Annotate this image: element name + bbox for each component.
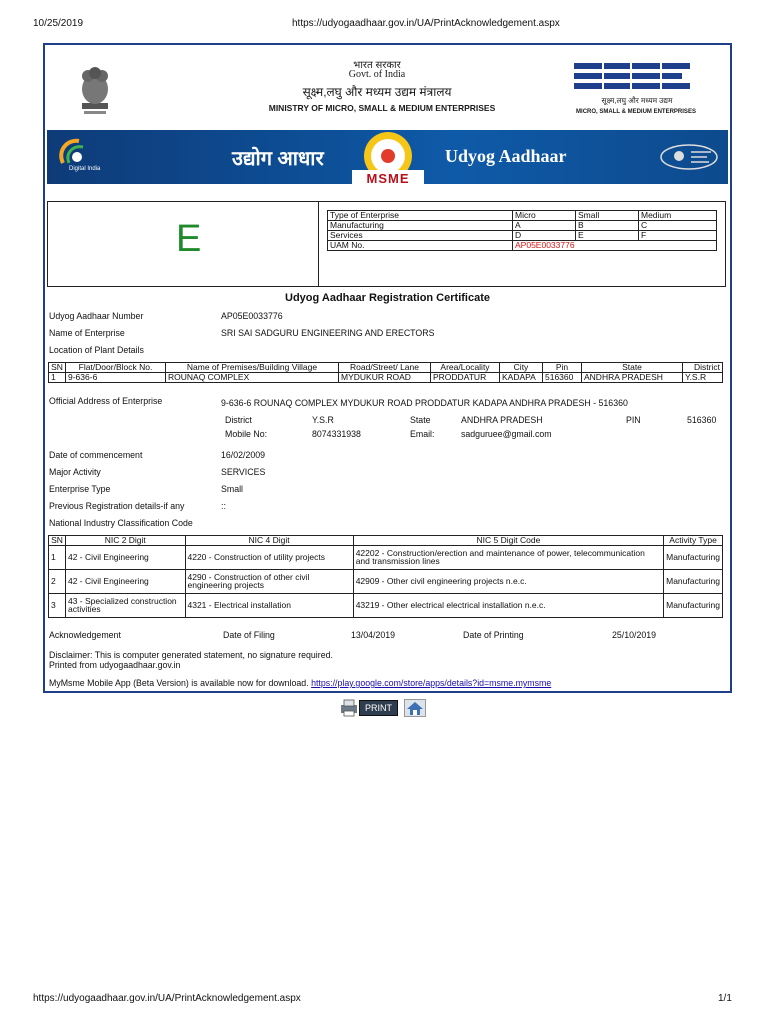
enterprise-type-value: Small [221, 484, 243, 494]
category-cell: Services [328, 230, 513, 240]
plant-cell: 1 [49, 372, 66, 382]
hindi-ministry-text: सूक्ष्म,लघु और मध्यम उद्यम मंत्रालय [302, 85, 452, 99]
mobile-label: Mobile No: [225, 429, 268, 439]
category-grade: E [176, 218, 202, 260]
commencement-label: Date of commencement [49, 450, 143, 460]
nic-cell: 42 - Civil Engineering [65, 545, 185, 569]
print-button-label: PRINT [359, 700, 398, 716]
plant-cell: MYDUKUR ROAD [339, 372, 431, 382]
udyog-english-title: Udyog Aadhaar [445, 146, 567, 166]
filing-date-value: 13/04/2019 [351, 630, 396, 640]
category-cell: C [639, 220, 717, 230]
plant-header-cell: SN [49, 363, 66, 373]
enterprise-category-box [47, 201, 726, 287]
plant-header-cell: Flat/Door/Block No. [66, 363, 166, 373]
nic-row [49, 593, 723, 617]
pin-value: 516360 [687, 415, 717, 425]
uam-label: UAM No. [328, 240, 513, 250]
hindi-gov-text: भारत सरकार [353, 60, 401, 71]
nic-row [49, 569, 723, 593]
nic-cell: 43 - Specialized construction activities [65, 593, 185, 617]
plant-header-cell: Name of Premises/Building Village [166, 363, 339, 373]
nic-cell: Manufacturing [664, 593, 723, 617]
msme-logo-hindi: सूक्ष्म,लघु और मध्यम उद्यम [601, 96, 673, 105]
state-label: State [410, 415, 431, 425]
nic-label: National Industry Classification Code [49, 518, 193, 528]
plant-header-cell: City [500, 363, 543, 373]
home-button[interactable] [404, 699, 426, 717]
digital-india-text: Digital India [69, 166, 101, 172]
national-emblem-icon [74, 59, 116, 119]
app-availability-text [49, 678, 551, 688]
plant-cell: KADAPA [500, 372, 543, 382]
udyog-hindi-title: उद्योग आधार [232, 148, 324, 170]
msme-logo-subtitle: MICRO, SMALL & MEDIUM ENTERPRISES [576, 109, 696, 115]
nic-cell: 42202 - Construction/erection and maintenance of power, telecommunication and transmission lines [353, 545, 663, 569]
district-label: District [225, 415, 252, 425]
category-cell: A [513, 220, 576, 230]
app-download-link[interactable]: https://play.google.com/store/apps/details?id=msme.mymsme [311, 678, 552, 688]
plant-header-cell: Pin [543, 363, 582, 373]
plant-cell: ROUNAQ COMPLEX [166, 372, 339, 382]
app-text: MyMsme Mobile App (Beta Version) is available now for download. [49, 678, 309, 688]
print-url-top: https://udyogaadhaar.gov.in/UA/PrintAcknowledgement.aspx [292, 18, 560, 29]
acknowledgement-label: Acknowledgement [49, 630, 121, 640]
plant-header-cell: State [582, 363, 683, 373]
gov-of-india-text: Govt. of India [348, 69, 406, 80]
pin-label: PIN [626, 415, 641, 425]
nic-header-cell: NIC 2 Digit [65, 536, 185, 546]
nic-header-cell: SN [49, 536, 66, 546]
certificate-title: Udyog Aadhaar Registration Certificate [285, 292, 490, 304]
previous-registration-value: :: [221, 501, 226, 511]
plant-cell: Y.S.R [683, 372, 723, 382]
category-row [328, 220, 717, 230]
category-divider [318, 202, 319, 286]
make-in-india-logo-icon [657, 142, 721, 172]
category-row [328, 230, 717, 240]
uan-value: AP05E0033776 [221, 311, 283, 321]
plant-header-cell: Road/Street/ Lane [339, 363, 431, 373]
category-cell: D [513, 230, 576, 240]
nic-cell: 3 [49, 593, 66, 617]
nic-cell: 1 [49, 545, 66, 569]
nic-cell: 4220 - Construction of utility projects [185, 545, 353, 569]
major-activity-label: Major Activity [49, 467, 101, 477]
print-url-bottom: https://udyogaadhaar.gov.in/UA/PrintAcknowledgement.aspx [33, 993, 301, 1004]
uam-value: AP05E0033776 [513, 240, 717, 250]
email-label: Email: [410, 429, 435, 439]
print-button[interactable] [339, 699, 399, 717]
page-count: 1/1 [718, 993, 732, 1004]
official-address-value: 9-636-6 ROUNAQ COMPLEX MYDUKUR ROAD PRODDATUR KADAPA ANDHRA PRADESH - 516360 [221, 398, 628, 408]
nic-cell: 2 [49, 569, 66, 593]
disclaimer-line-2: Printed from udyogaadhaar.gov.in [49, 660, 181, 670]
major-activity-value: SERVICES [221, 467, 266, 477]
print-date: 10/25/2019 [33, 18, 84, 29]
category-cell: F [639, 230, 717, 240]
nic-table [48, 535, 723, 618]
category-table [327, 210, 717, 251]
category-cell: B [576, 220, 639, 230]
msme-logo-icon [574, 61, 692, 93]
nic-cell: 42 - Civil Engineering [65, 569, 185, 593]
previous-registration-label: Previous Registration details-if any [49, 501, 185, 511]
category-cell: E [576, 230, 639, 240]
nic-cell: Manufacturing [664, 545, 723, 569]
category-cell: Manufacturing [328, 220, 513, 230]
uam-row [328, 240, 717, 250]
commencement-value: 16/02/2009 [221, 450, 266, 460]
udyog-aadhaar-banner [47, 130, 728, 184]
nic-cell: 43219 - Other electrical electrical installation n.e.c. [353, 593, 663, 617]
plant-cell: PRODDATUR [431, 372, 500, 382]
plant-table [48, 362, 723, 383]
enterprise-name-value: SRI SAI SADGURU ENGINEERING AND ERECTORS [221, 328, 435, 338]
nic-cell: 42909 - Other civil engineering projects n.e.c. [353, 569, 663, 593]
enterprise-type-label: Enterprise Type [49, 484, 111, 494]
mobile-value: 8074331938 [312, 429, 361, 439]
nic-header-cell: NIC 4 Digit [185, 536, 353, 546]
nic-row [49, 545, 723, 569]
plant-cell: ANDHRA PRADESH [582, 372, 683, 382]
uan-label: Udyog Aadhaar Number [49, 311, 144, 321]
nic-cell: Manufacturing [664, 569, 723, 593]
nic-cell: 4321 - Electrical installation [185, 593, 353, 617]
ministry-text: MINISTRY OF MICRO, SMALL & MEDIUM ENTERPRISES [268, 103, 496, 113]
email-value: sadguruee@gmail.com [461, 429, 552, 439]
disclaimer-line-1: Disclaimer: This is computer generated statement, no signature required. [49, 650, 333, 660]
official-address-label: Official Address of Enterprise [49, 396, 163, 406]
digital-india-logo-icon [57, 137, 93, 167]
nic-header-cell: Activity Type [664, 536, 723, 546]
home-icon [405, 700, 425, 716]
plant-location-label: Location of Plant Details [49, 345, 144, 355]
category-header-row [328, 211, 717, 221]
filing-date-label: Date of Filing [223, 630, 275, 640]
plant-header-cell: District [683, 363, 723, 373]
printing-date-label: Date of Printing [463, 630, 524, 640]
government-header [47, 47, 728, 129]
printing-date-value: 25/10/2019 [612, 630, 657, 640]
category-header-cell: Micro [513, 211, 576, 221]
printer-icon [339, 699, 359, 717]
category-header-cell: Type of Enterprise [328, 211, 513, 221]
enterprise-name-label: Name of Enterprise [49, 328, 125, 338]
nic-cell: 4290 - Construction of other civil engineering projects [185, 569, 353, 593]
category-header-cell: Medium [639, 211, 717, 221]
nic-header-row [49, 536, 723, 546]
aadhaar-logo-text: MSME [366, 171, 410, 186]
plant-header-row [49, 363, 723, 373]
state-value: ANDHRA PRADESH [461, 415, 543, 425]
district-value: Y.S.R [312, 415, 334, 425]
plant-cell: 516360 [543, 372, 582, 382]
plant-header-cell: Area/Locality [431, 363, 500, 373]
nic-header-cell: NIC 5 Digit Code [353, 536, 663, 546]
plant-cell: 9-636-6 [66, 372, 166, 382]
plant-row [49, 372, 723, 382]
category-header-cell: Small [576, 211, 639, 221]
